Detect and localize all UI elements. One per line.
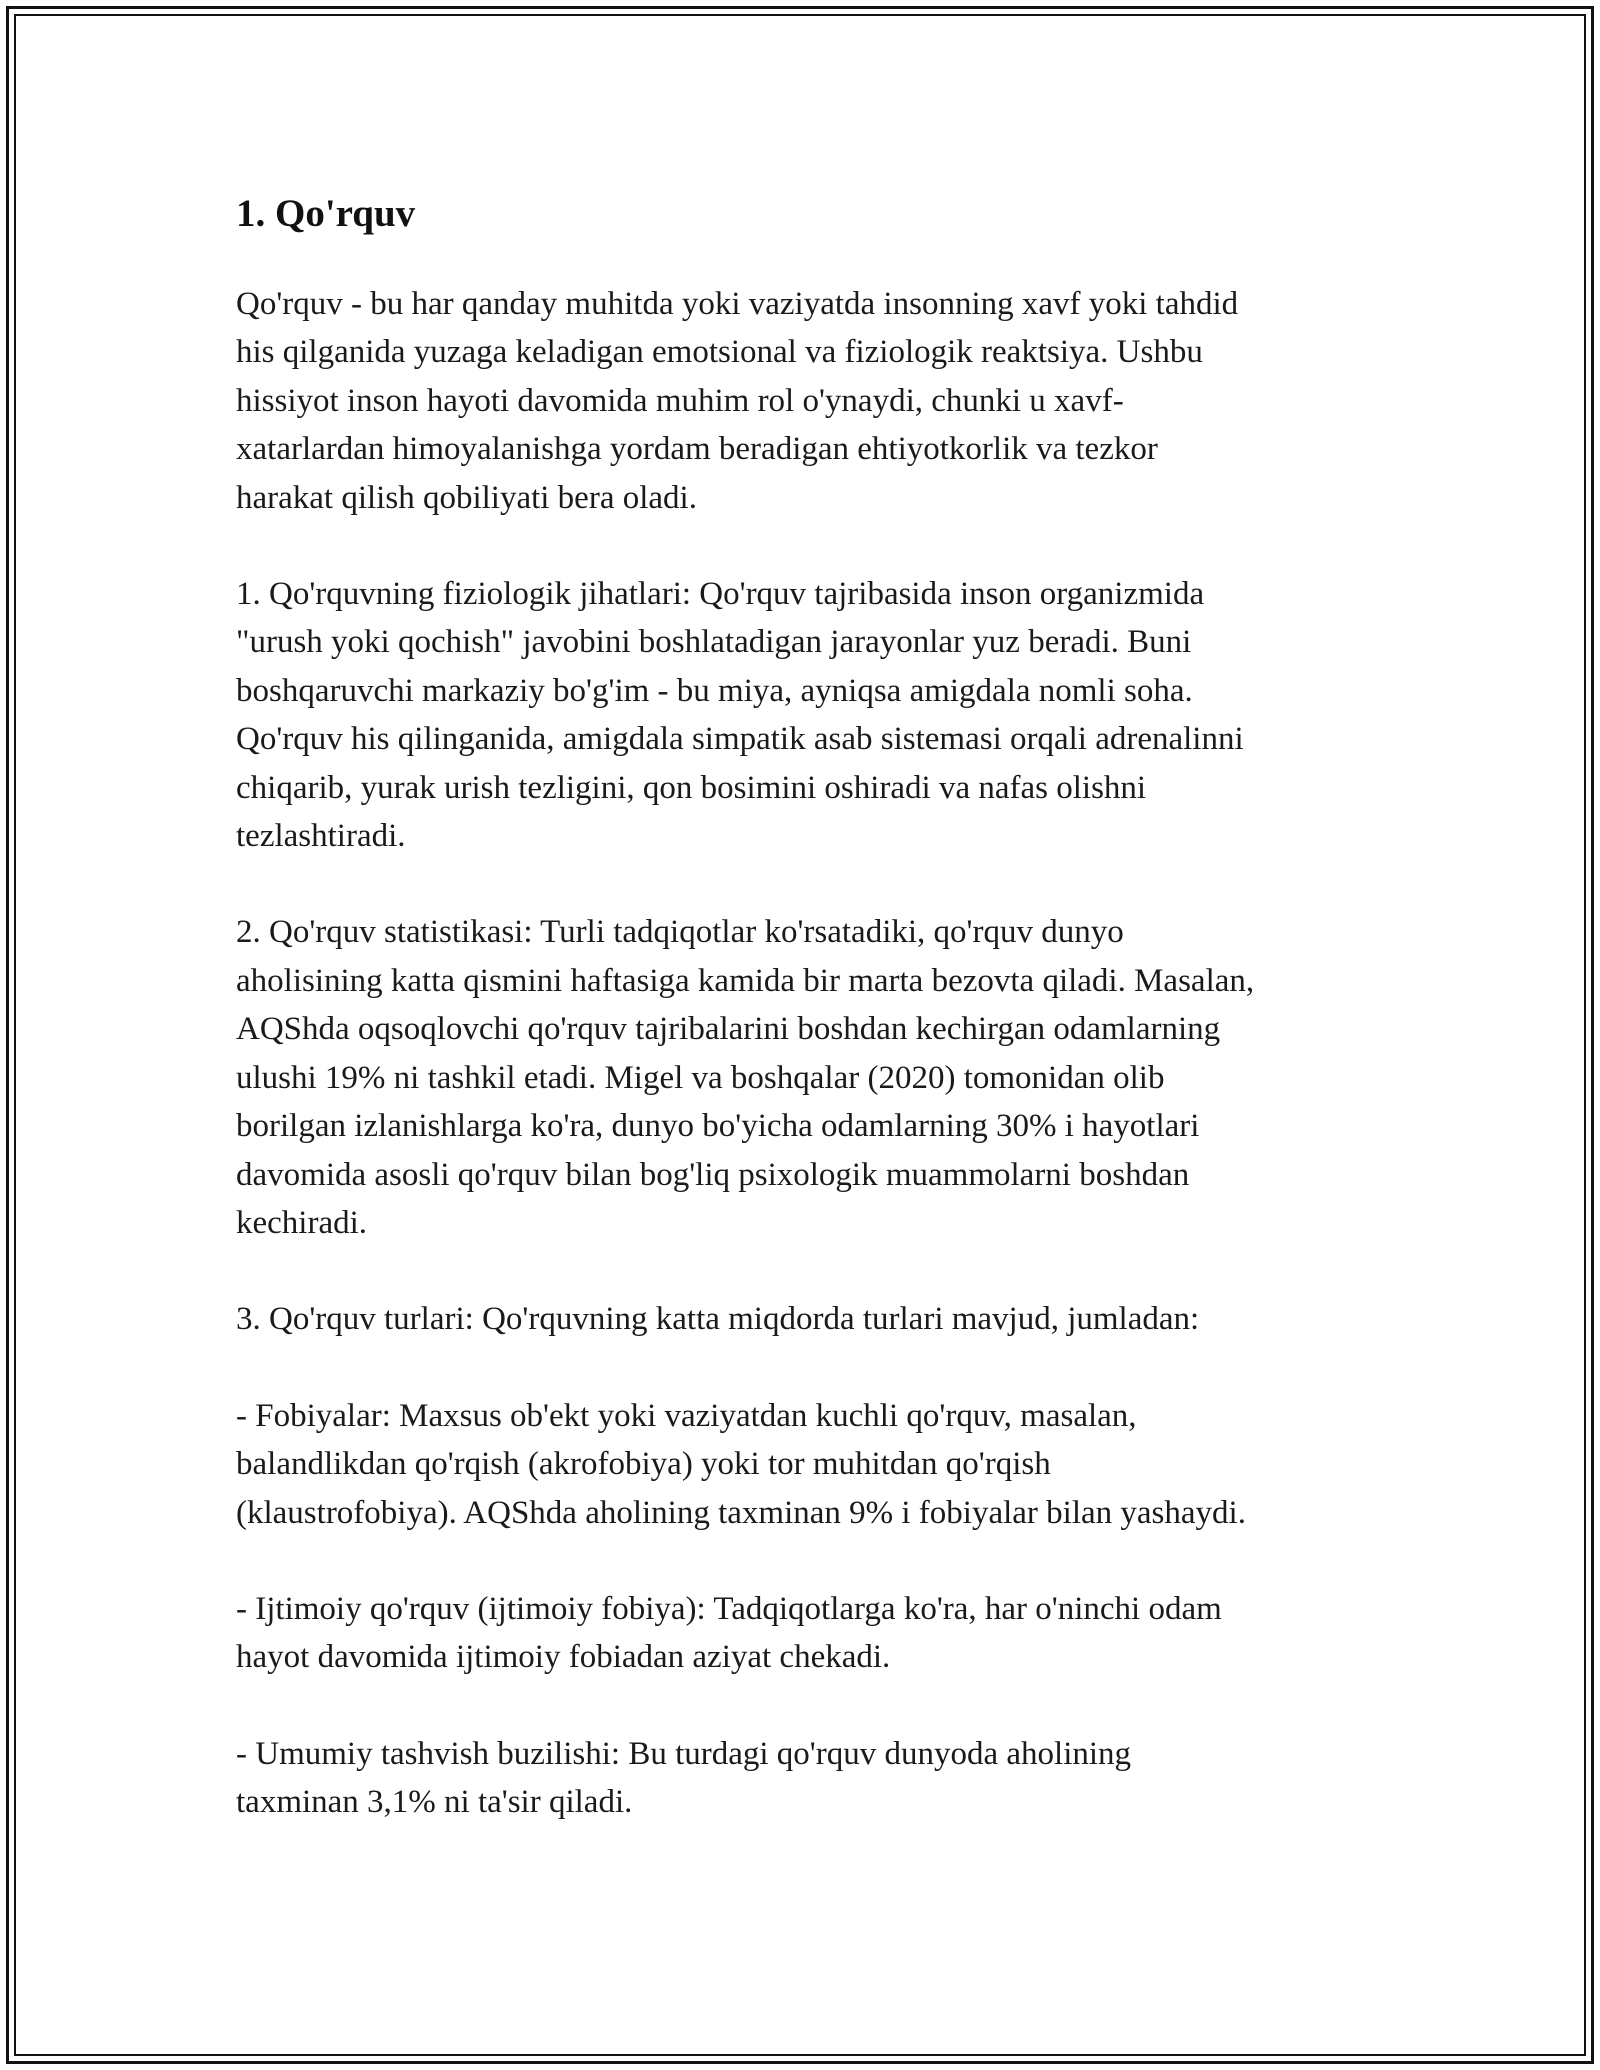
anxiety-disorder-list-item: - Umumiy tashvish buzilishi: Bu turdagi qo'rquv dunyoda aholining taxminan 3,1% ni ta'sir qiladi. — [236, 1735, 1132, 1821]
phobias-list-item: - Fobiyalar: Maxsus ob'ekt yoki vaziyatdan kuchli qo'rquv, masalan, balandlikdan qo'rqish (akrofobiya) yoki tor muhitdan qo'rqish (klaustrofobiya). AQShda aholining taxminan 9% i fobiyalar bilan yashaydi. — [236, 1397, 1246, 1531]
types-paragraph: 3. Qo'rquv turlari: Qo'rquvning katta miqdorda turlari mavjud, jumladan: — [236, 1301, 1200, 1338]
social-fear-list-item: - Ijtimoiy qo'rquv (ijtimoiy fobiya): Tadqiqotlarga ko'ra, har o'ninchi odam hayot davomida ijtimoiy fobiadan aziyat chekadi. — [236, 1590, 1222, 1676]
statistics-paragraph: 2. Qo'rquv statistikasi: Turli tadqiqotlar ko'rsatadiki, qo'rquv dunyo aholisining katta qismini haftasiga kamida bir marta bezovta qiladi. Masalan, AQShda oqsoqlovchi qo'rquv tajribalarini boshdan kechirgan odamlarning ulushi 19% ni tashkil etadi. Migel va boshqalar (2020) tomonidan olib borilgan izlanishlarga ko'ra, dunyo bo'yicha odamlarning 30% i hayotlari davomida asosli qo'rquv bilan bog'liq psixologik muammolarni boshdan kechiradi. — [236, 914, 1255, 1241]
document-body — [236, 186, 1366, 1875]
section-heading: 1. Qo'rquv — [236, 192, 416, 235]
intro-paragraph: Qo'rquv - bu har qanday muhitda yoki vaziyatda insonning xavf yoki tahdid his qilganida yuzaga keladigan emotsional va fiziologik reaktsiya. Ushbu hissiyot inson hayoti davomida muhim rol o'ynaydi, chunki u xavf- xatarlardan himoyalanishga yordam beradigan ehtiyotkorlik va tezkor harakat qilish qobiliyati bera oladi. — [236, 286, 1239, 516]
physiology-paragraph: 1. Qo'rquvning fiziologik jihatlari: Qo'rquv tajribasida inson organizmida "urush yoki qochish" javobini boshlatadigan jarayonlar yuz beradi. Buni boshqaruvchi markaziy bo'g'im - bu miya, ayniqsa amigdala nomli soha. Qo'rquv his qilinganida, amigdala simpatik asab sistemasi orqali adrenalinni chiqarib, yurak urish tezligini, qon bosimini oshiradi va nafas olishni tezlashtiradi. — [236, 576, 1244, 855]
